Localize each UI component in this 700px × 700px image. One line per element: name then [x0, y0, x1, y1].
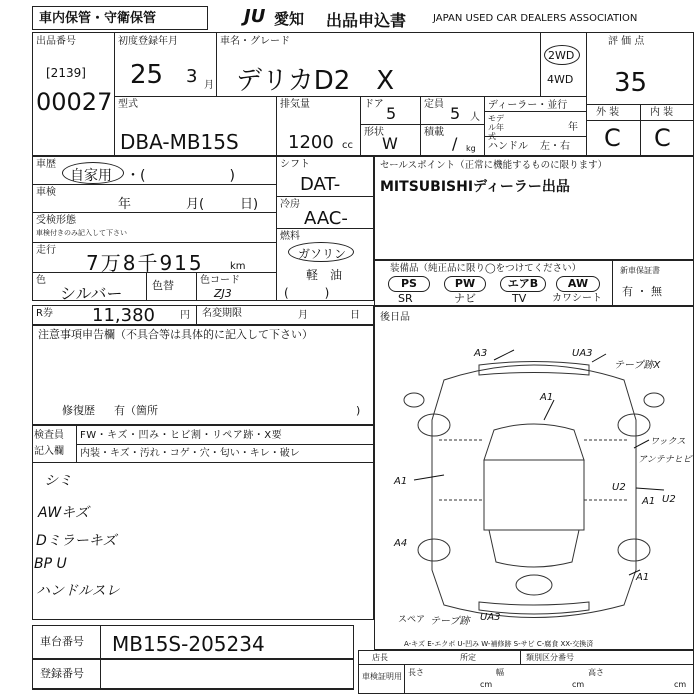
anno-antenna: アンテナヒビ [638, 455, 692, 465]
equip-aw [556, 276, 600, 292]
shape-value: W [382, 134, 398, 153]
car-diagram [374, 340, 694, 635]
repair-label: 修復歴 [62, 404, 95, 417]
inspector-label-2: 記入欄 [34, 446, 64, 457]
inspect-label: 車検 [36, 187, 56, 198]
remark-5: ハンドルスレ [36, 583, 120, 599]
lot-small: [2139] [46, 66, 86, 80]
anno-ua3-top: UA3 [572, 348, 593, 359]
lot-number: 00027 [36, 88, 113, 116]
reg-year: 25 [130, 60, 164, 90]
fuel-value: ガソリン [298, 247, 347, 261]
sales-section [374, 156, 694, 260]
equip-pw [444, 276, 486, 292]
equip-tv: TV [512, 292, 527, 305]
name-value: デリカD2 X [236, 66, 395, 96]
anno-a4: A4 [394, 538, 408, 549]
equip-pw-label: PW [454, 277, 476, 290]
storage-badge [32, 6, 208, 30]
sales-value: MITSUBISHIディーラー出品 [380, 179, 570, 195]
anno-a1-right: A1 [642, 496, 656, 507]
cap-unit: 人 [470, 112, 480, 123]
fuel-label: 燃料 [280, 231, 300, 242]
equip-sr: SR [398, 292, 413, 305]
ac-value: AAC- [304, 208, 348, 229]
reg-number-label: 登録番号 [40, 667, 84, 680]
form-subtitle: JAPAN USED CAR DEALERS ASSOCIATION [433, 13, 638, 24]
equip-ps [388, 276, 430, 292]
equip-kawaseat: カワシート [552, 293, 602, 304]
height-label: 高さ [588, 668, 604, 677]
inspect-day: 日) [240, 197, 259, 212]
remark-2: AWキズ [38, 505, 89, 521]
remark-4: BP U [34, 556, 67, 572]
anno-a1-left: A1 [394, 476, 408, 487]
name-label: 車名・グレード [220, 36, 290, 47]
reg-month: 3 [186, 66, 198, 87]
model-label: 型式 [118, 99, 138, 110]
year-unit: 年 [568, 122, 578, 133]
anno-a1-bottom: A1 [636, 572, 650, 583]
equipment-label: 装備品（純正品に限り◯をつけてください） [390, 263, 582, 274]
disp-label: 排気量 [280, 99, 310, 110]
equip-aw-label: AW [567, 277, 589, 290]
prefix-label: 所定 [460, 653, 476, 662]
color-code-label: 色コード [200, 275, 240, 286]
inspector-line-1: FW・キズ・凹み・ヒビ割・リペア跡・X要 [80, 430, 283, 441]
ac-label: 冷房 [280, 199, 300, 210]
name-change-month: 月 [298, 310, 308, 321]
anno-a1-roof: A1 [540, 392, 554, 403]
handle-label: ハンドル [488, 141, 528, 152]
sales-label: セールスポイント（正常に機能するものに限ります） [380, 160, 608, 171]
anno-u2-front: U2 [612, 482, 626, 493]
reg-label: 初度登録年月 [118, 36, 178, 47]
warranty-opts: 有 ・ 無 [622, 285, 662, 298]
juken-note: 車検付きのみ記入して下さい [36, 229, 127, 237]
inspector-line-2: 内装・キズ・汚れ・コゲ・穴・匂い・キレ・破レ [80, 448, 300, 459]
equip-airbag [500, 276, 546, 292]
repair-value: 有（箇所 [114, 404, 158, 417]
anno-u2-right: U2 [662, 494, 676, 505]
doors-value: 5 [386, 104, 397, 123]
equip-airbag-label: エアB [507, 277, 539, 290]
width-label: 幅 [496, 668, 504, 677]
juken-label: 受検形態 [36, 215, 76, 226]
name-change-day: 日 [350, 310, 360, 321]
color-swap: 色替 [152, 279, 174, 292]
anno-a3: A3 [474, 348, 488, 359]
length-unit: cm [480, 680, 493, 689]
ju-logo: JU [244, 6, 266, 27]
mileage-unit: km [230, 261, 246, 272]
anno-tape-x: テープ跡X [614, 360, 661, 371]
form-title: 出品申込書 [326, 11, 407, 30]
dealer-label: ディーラー・並行 [488, 100, 568, 111]
color-value: シルバー [60, 284, 123, 303]
model-year-label: モデル年式 [488, 114, 504, 141]
anno-tape-bottom: テープ跡 [430, 616, 470, 627]
ext-value: C [604, 124, 621, 152]
ju-logo-text: 愛知 [274, 10, 305, 28]
damage-legend: A-キズ E-エクボ U-凹み W-補修跡 S-サビ C-腐食 XX-交換済 [404, 640, 594, 648]
lot-label: 出品番号 [36, 36, 76, 47]
chassis-value: MB15S-205234 [112, 632, 265, 656]
fuel-alt: 軽 油 [306, 268, 343, 282]
load-unit: kg [466, 144, 476, 153]
inspect-month: 月( [186, 197, 205, 212]
fuel-paren: ( ) [284, 286, 330, 300]
load-value: / [452, 134, 458, 153]
mileage-value: 7万8千915 [86, 251, 204, 275]
remark-1: シミ [44, 473, 72, 489]
cap-label: 定員 [424, 99, 444, 110]
model-value: DBA-MB15S [120, 130, 239, 154]
diagram-label: 後日品 [380, 312, 410, 323]
history-value: 自家用 [70, 168, 112, 184]
shape-label: 形状 [364, 127, 384, 138]
anno-spare: スペア [398, 615, 426, 625]
warranty-label: 新車保証書 [620, 266, 660, 275]
shift-label: シフト [280, 159, 310, 170]
history-label: 車歴 [36, 159, 56, 170]
eval-value: 35 [614, 68, 648, 98]
history-rest: ・( ) [126, 168, 235, 184]
name-change-label: 名変期限 [202, 308, 242, 319]
ext-label: 外 装 [596, 107, 620, 118]
repair-close: ) [356, 404, 361, 417]
opt-4wd: 4WD [547, 73, 574, 86]
notes-label: 注意事項申告欄（不具合等は具体的に記入して下さい） [38, 328, 313, 341]
color-label: 色 [36, 275, 46, 286]
disp-unit: cc [342, 140, 353, 151]
handle-opts: 左・右 [540, 141, 570, 152]
cert-label: 車検証明用 [362, 672, 402, 681]
storage-badge-text: 車内保管・守衛保管 [39, 11, 157, 26]
inspect-year: 年 [118, 197, 132, 212]
remark-3: Dミラーキズ [36, 533, 117, 549]
mileage-label: 走行 [36, 245, 56, 256]
chassis-label: 車台番号 [40, 635, 84, 648]
recycle-label: R券 [36, 308, 53, 319]
recycle-value: 11,380 [92, 305, 155, 326]
eval-label: 評 価 点 [608, 36, 645, 47]
inspector-label-1: 検査員 [34, 430, 64, 441]
equip-navi: ナビ [454, 292, 476, 305]
disp-value: 1200 [288, 132, 334, 153]
cap-value: 5 [450, 104, 461, 123]
int-value: C [654, 124, 671, 152]
anno-ua3-bottom: UA3 [480, 612, 501, 623]
doors-label: ドア [364, 99, 384, 110]
store-label: 店長 [372, 653, 388, 662]
reg-month-unit: 月 [204, 80, 214, 91]
int-label: 内 装 [650, 107, 674, 118]
recycle-unit: 円 [180, 310, 190, 321]
opt-2wd: 2WD [548, 49, 575, 62]
type-label: 類別区分番号 [526, 653, 574, 662]
color-code-value: ZJ3 [214, 287, 232, 300]
width-unit: cm [572, 680, 585, 689]
height-unit: cm [674, 680, 687, 689]
length-label: 長さ [408, 668, 424, 677]
load-label: 積載 [424, 127, 444, 138]
equip-ps-label: PS [401, 277, 417, 290]
anno-wax: ワックス [650, 437, 686, 447]
shift-value: DAT- [300, 174, 341, 195]
